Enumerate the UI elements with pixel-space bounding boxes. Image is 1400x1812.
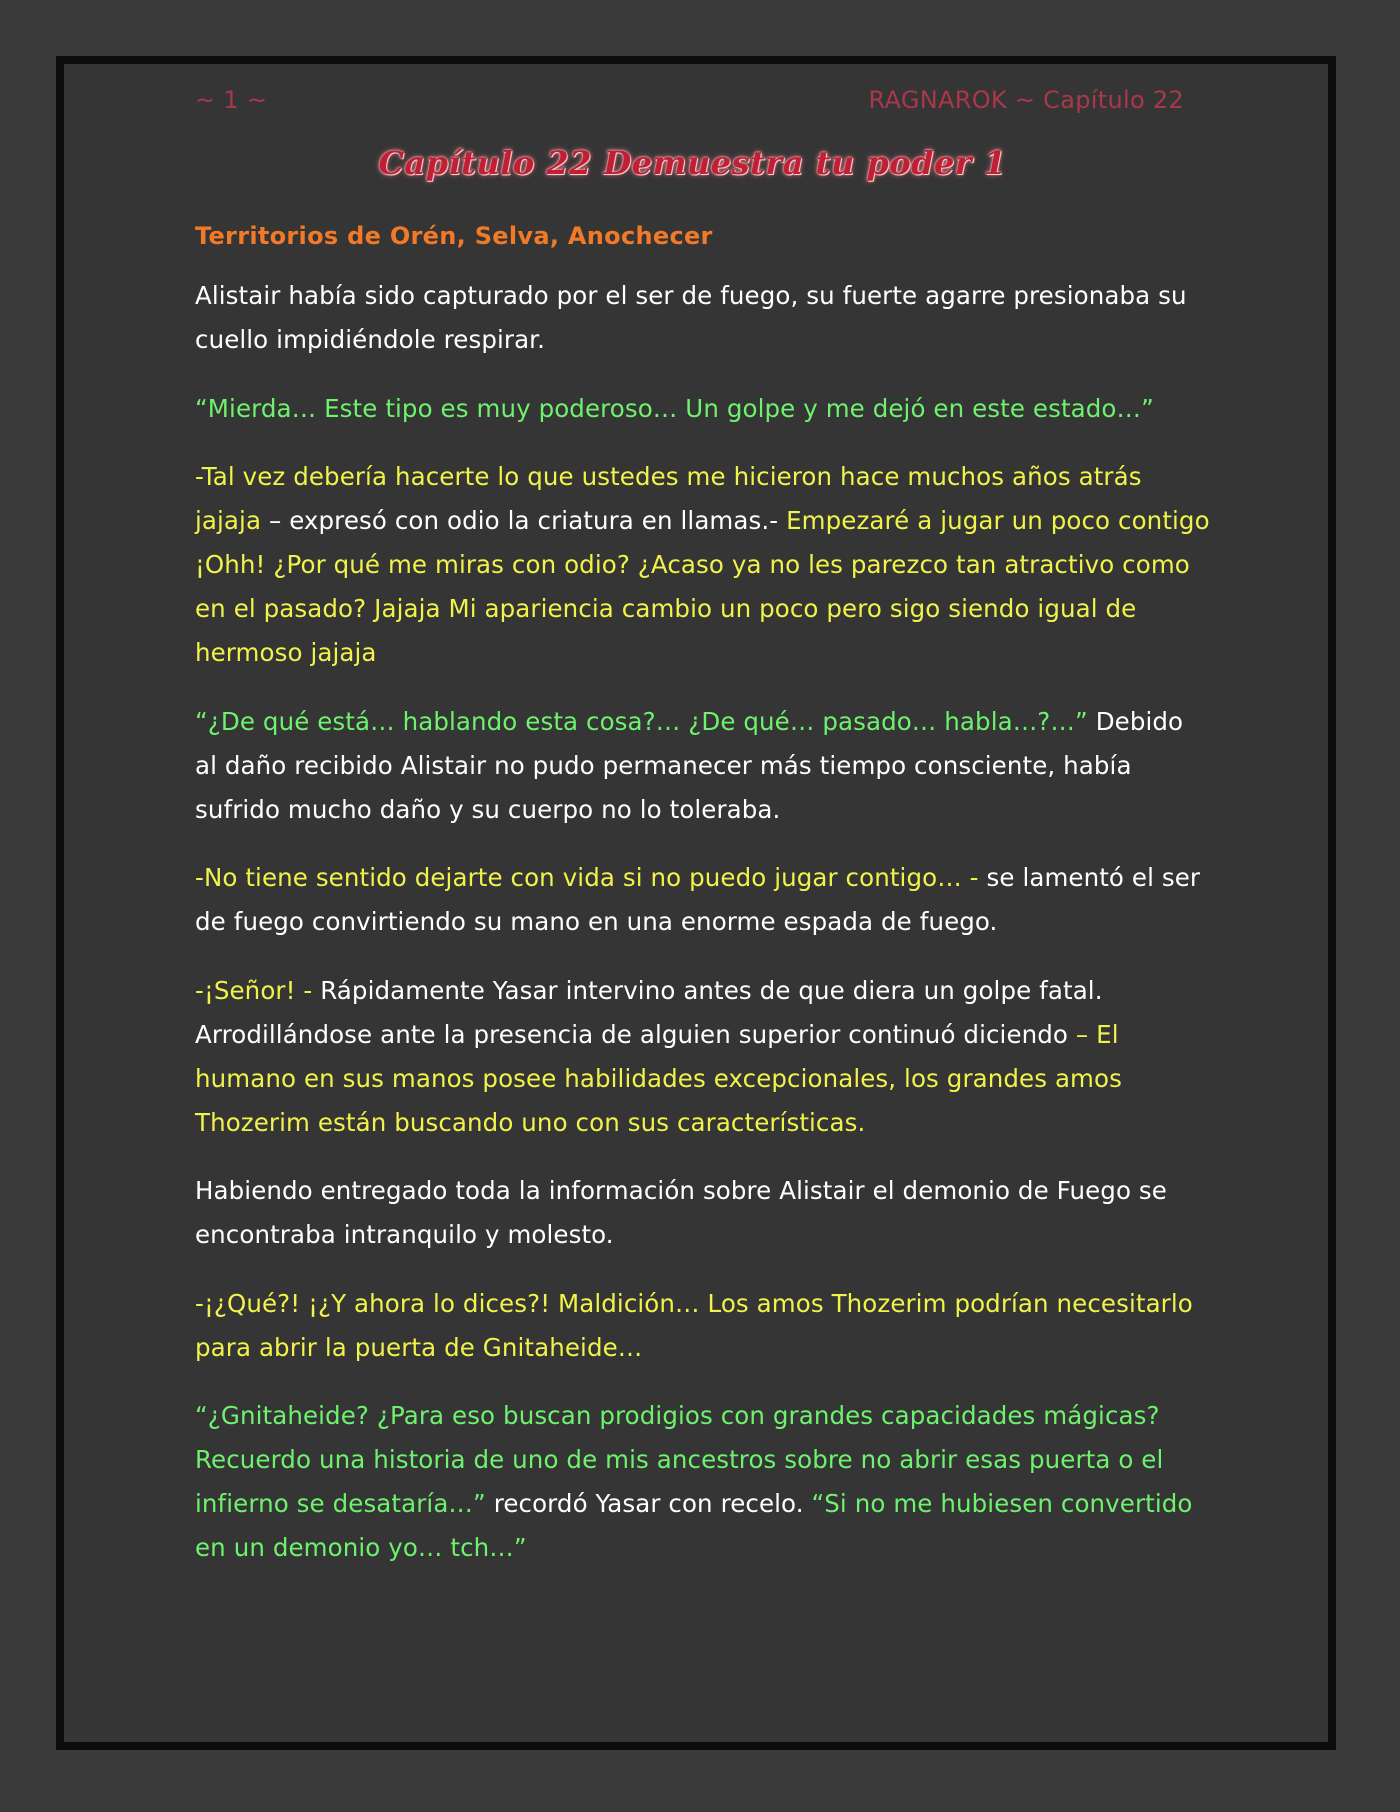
- paragraph: [195, 969, 1210, 1145]
- text-run: – expresó con odio la criatura en llamas.-: [261, 506, 787, 535]
- text-run: Rápidamente Yasar intervino antes de que diera un golpe fatal. Arrodillándose ante la presencia de alguien superior continuó diciendo: [195, 975, 1103, 1049]
- text-run: – El humano en sus manos posee habilidades excepcionales, los grandes amos Thozerim están buscando uno con sus características.: [195, 1019, 1122, 1137]
- text-run: recordó Yasar con recelo.: [485, 1489, 812, 1518]
- text-run: -Tal vez debería hacerte lo que ustedes me hicieron hace muchos años atrás jajaja: [195, 462, 1142, 535]
- text-run: Habiendo entregado toda la información sobre Alistair el demonio de Fuego se encontraba intranquilo y molesto.: [195, 1176, 1167, 1249]
- paragraph: [195, 856, 1210, 944]
- running-title: RAGNAROK ~ Capítulo 22: [868, 86, 1184, 114]
- body-text: [195, 274, 1210, 1570]
- text-run: -¡¿Qué?! ¡¿Y ahora lo dices?! Maldición… Los amos Thozerim podrían necesitarlo para abrir la puerta de Gnitaheide…: [195, 1288, 1193, 1362]
- text-run: “¿De qué está… hablando esta cosa?… ¿De qué… pasado… habla…?…”: [195, 706, 1088, 736]
- scene-location: Territorios de Orén, Selva, Anochecer: [195, 222, 713, 250]
- text-run: Debido al daño recibido Alistair no pudo permanecer más tiempo consciente, había sufrido mucho daño y su cuerpo no lo toleraba.: [195, 706, 1184, 824]
- text-run: “¿Gnitaheide? ¿Para eso buscan prodigios con grandes capacidades mágicas? Recuerdo una historia de uno de mis ancestros sobre no abrir esas puerta o el infierno se desataría…”: [195, 1401, 1164, 1518]
- text-run: -No tiene sentido dejarte con vida si no puedo jugar contigo… -: [195, 863, 979, 892]
- paragraph: [195, 1394, 1210, 1570]
- paragraph: [195, 1282, 1210, 1370]
- text-run: “Mierda… Este tipo es muy poderoso… Un golpe y me dejó en este estado…”: [195, 393, 1154, 423]
- text-run: -¡Señor! -: [195, 975, 313, 1005]
- text-run: Alistair había sido capturado por el ser de fuego, su fuerte agarre presionaba su cuello impidiéndole respirar.: [195, 281, 1187, 354]
- chapter-title: Capítulo 22 Demuestra tu poder 1: [378, 144, 1007, 182]
- paragraph: [195, 274, 1210, 362]
- paragraph: [195, 1169, 1210, 1257]
- paragraph: [195, 387, 1210, 431]
- text-run: se lamentó el ser de fuego convirtiendo su mano en una enorme espada de fuego.: [195, 863, 1201, 936]
- paragraph: [195, 700, 1210, 832]
- page-number: ~ 1 ~: [195, 86, 268, 114]
- running-header: [195, 84, 1210, 122]
- page-content: [195, 84, 1210, 1595]
- paragraph: [195, 455, 1210, 675]
- text-run: Empezaré a jugar un poco contigo ¡Ohh! ¿Por qué me miras con odio? ¿Acaso ya no les parezco tan atractivo como en el pasado? Jajaja Mi apariencia cambio un poco pero sigo siendo igual de hermoso jajaja: [195, 506, 1210, 667]
- text-run: “Si no me hubiesen convertido en un demonio yo… tch…”: [195, 1489, 1193, 1562]
